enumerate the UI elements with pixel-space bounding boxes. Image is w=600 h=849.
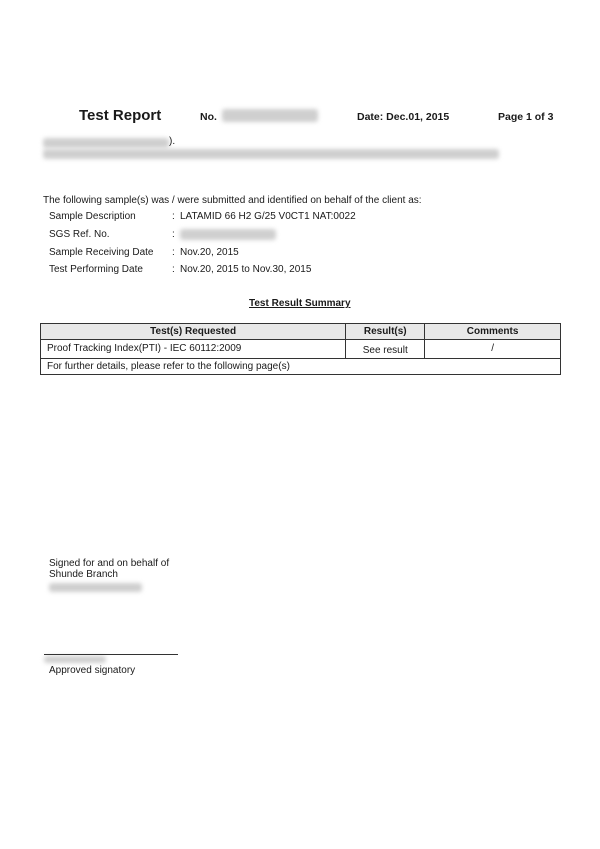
sample-description-value: LATAMID 66 H2 G/25 V0CT1 NAT:0022 <box>180 211 356 222</box>
redacted-client-name <box>43 138 169 148</box>
redacted-client-address <box>43 149 499 159</box>
colon: : <box>172 264 175 275</box>
signed-for-text: Signed for and on behalf of <box>49 558 170 569</box>
redacted-report-number <box>222 109 318 122</box>
page-indicator: Page 1 of 3 <box>498 111 554 123</box>
signature-line <box>44 654 178 655</box>
branch-name: Shunde Branch <box>49 569 118 580</box>
report-number-label: No. <box>200 111 217 123</box>
performing-date-label: Test Performing Date <box>49 264 143 275</box>
report-date: Date: Dec.01, 2015 <box>357 111 450 123</box>
column-header-comments: Comments <box>425 324 561 340</box>
approved-signatory-label: Approved signatory <box>49 665 136 676</box>
client-name-suffix: ). <box>169 136 176 147</box>
redacted-signatory-name <box>44 656 106 663</box>
column-header-results: Result(s) <box>346 324 425 340</box>
sample-description-label: Sample Description <box>49 211 136 222</box>
comment-cell: / <box>425 340 561 359</box>
receiving-date-label: Sample Receiving Date <box>49 247 154 258</box>
table-row <box>41 340 561 359</box>
redacted-sgs-ref-number <box>180 229 276 240</box>
colon: : <box>172 211 175 222</box>
summary-table <box>40 323 561 375</box>
signature-block <box>49 558 169 580</box>
colon: : <box>172 247 175 258</box>
report-title: Test Report <box>79 107 162 124</box>
performing-date-value: Nov.20, 2015 to Nov.30, 2015 <box>180 264 312 275</box>
footnote-cell: For further details, please refer to the following page(s) <box>41 359 561 375</box>
summary-title: Test Result Summary <box>249 298 351 309</box>
result-cell: See result <box>346 340 425 359</box>
receiving-date-value: Nov.20, 2015 <box>180 247 239 258</box>
redacted-company-name <box>49 583 142 592</box>
column-header-tests: Test(s) Requested <box>41 324 346 340</box>
footnote-row <box>41 359 561 375</box>
intro-text: The following sample(s) was / were submitted and identified on behalf of the client as: <box>43 195 422 206</box>
table-header-row <box>41 324 561 340</box>
test-name-cell: Proof Tracking Index(PTI) - IEC 60112:2009 <box>41 340 346 359</box>
sgs-ref-label: SGS Ref. No. <box>49 229 110 240</box>
colon: : <box>172 229 175 240</box>
